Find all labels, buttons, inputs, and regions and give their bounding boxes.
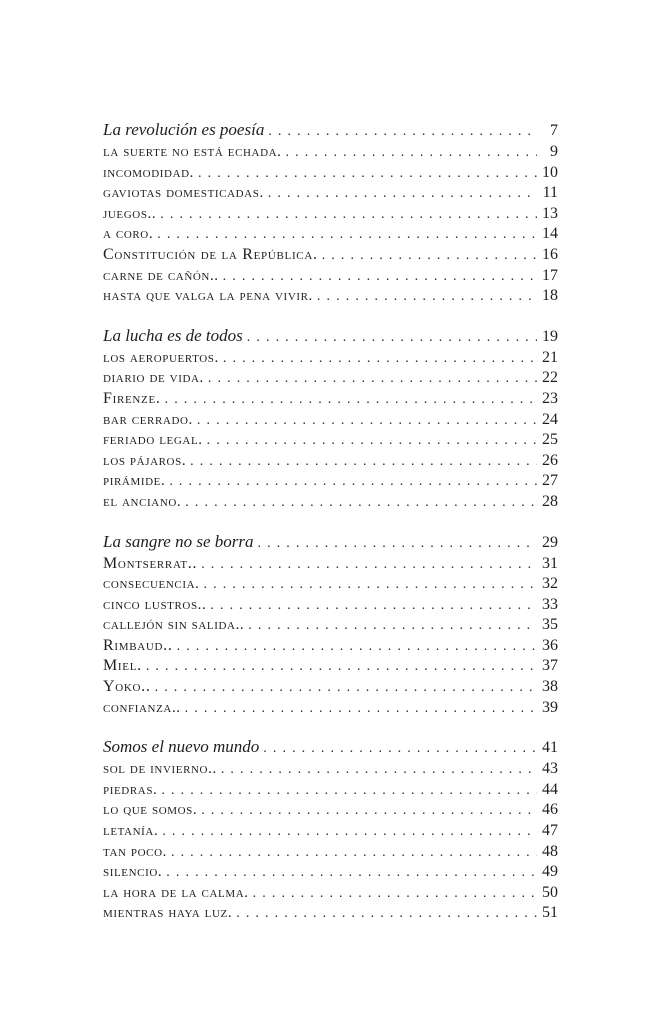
entry-title: mientras haya luz.: [103, 905, 233, 922]
toc-entry: [103, 656, 558, 677]
table-of-contents: [103, 117, 558, 924]
entry-title: cinco lustros..: [103, 596, 207, 613]
dot-leader: [171, 843, 537, 863]
toc-entry: [103, 862, 558, 883]
toc-entry: [103, 471, 558, 492]
toc-entry: [103, 636, 558, 657]
entry-title: bar cerrado.: [103, 411, 193, 428]
toc-entry: [103, 410, 558, 431]
entry-title: letanía.: [103, 823, 159, 840]
page-number: 41: [542, 739, 558, 757]
toc-entry: [103, 842, 558, 863]
toc-entry: [103, 245, 558, 266]
entry-title: silencio.: [103, 864, 163, 881]
toc-entry: [103, 266, 558, 287]
page-number: 44: [542, 780, 558, 798]
page-number: 14: [542, 225, 558, 243]
page-number: 46: [542, 801, 558, 819]
dot-leader: [210, 596, 537, 616]
dot-leader: [157, 225, 537, 245]
dot-leader: [258, 531, 538, 554]
toc-entry: [103, 677, 558, 698]
dot-leader: [223, 267, 537, 287]
entry-title: consecuencia.: [103, 576, 200, 593]
entry-title: tan poco.: [103, 843, 167, 860]
entry-title: Yoko..: [103, 678, 151, 696]
toc-entry: [103, 348, 558, 369]
dot-leader: [185, 699, 537, 719]
page-number: 27: [542, 472, 558, 490]
page-number: 19: [542, 327, 558, 345]
page-number: 36: [542, 636, 558, 654]
page-number: 7: [550, 122, 558, 139]
page-number: 9: [550, 143, 558, 160]
toc-section: [103, 734, 558, 924]
toc-entry: [103, 780, 558, 801]
page-number: 43: [542, 760, 558, 778]
toc-entry: [103, 492, 558, 513]
dot-leader: [317, 287, 537, 307]
entry-title: Rimbaud..: [103, 636, 173, 654]
entry-title: incomodidad.: [103, 164, 195, 181]
entry-title: Miel.: [103, 657, 142, 675]
dot-leader: [166, 863, 537, 883]
toc-section-heading: [103, 117, 558, 142]
dot-leader: [204, 575, 538, 595]
page-number: 25: [542, 431, 558, 449]
entry-title: los pájaros.: [103, 452, 187, 469]
page-number: 22: [542, 369, 558, 387]
dot-leader: [236, 904, 537, 924]
entry-title: pirámide.: [103, 473, 166, 490]
page-number: 10: [542, 163, 558, 181]
page-number: 16: [542, 245, 558, 263]
toc-entry: [103, 554, 558, 575]
dot-leader: [198, 164, 537, 184]
page-number: 33: [542, 595, 558, 613]
dot-leader: [286, 143, 537, 163]
page-number: 31: [542, 554, 558, 572]
toc-entry: [103, 615, 558, 636]
entry-title: piedras.: [103, 781, 158, 798]
page-number: 48: [542, 842, 558, 860]
entry-title: a coro.: [103, 226, 154, 243]
toc-entry: [103, 883, 558, 904]
toc-entry: [103, 698, 558, 719]
entry-title: callejón sin salida..: [103, 617, 245, 634]
toc-entry: [103, 224, 558, 245]
entry-title: feriado legal.: [103, 432, 203, 449]
entry-title: la hora de la calma.: [103, 884, 249, 901]
entry-title: lo que somos.: [103, 802, 198, 819]
entry-title: hasta que valga la pena vivir.: [103, 288, 313, 305]
page-number: 38: [542, 678, 558, 696]
toc-entry: [103, 821, 558, 842]
entry-title: gaviotas domesticadas.: [103, 185, 264, 202]
page-number: 26: [542, 451, 558, 469]
dot-leader: [263, 736, 537, 759]
page-number: 39: [542, 698, 558, 716]
dot-leader: [155, 678, 537, 698]
page-number: 24: [542, 410, 558, 428]
toc-section-heading: [103, 323, 558, 348]
toc-section-heading: [103, 734, 558, 759]
page-number: 28: [542, 492, 558, 510]
toc-entry: [103, 903, 558, 924]
toc-entry: [103, 142, 558, 163]
dot-leader: [322, 246, 537, 266]
entry-title: los aeropuertos.: [103, 349, 219, 366]
toc-entry: [103, 163, 558, 184]
section-title: La revolución es poesía: [103, 120, 265, 139]
entry-title: sol de invierno..: [103, 761, 217, 778]
dot-leader: [160, 205, 537, 225]
entry-title: Firenze.: [103, 389, 161, 407]
dot-leader: [165, 390, 537, 410]
page-number: 11: [542, 184, 558, 202]
dot-leader: [268, 119, 537, 142]
dot-leader: [221, 760, 537, 780]
dot-leader: [190, 452, 537, 472]
page-number: 17: [542, 266, 558, 284]
dot-leader: [197, 411, 537, 431]
page-number: 21: [542, 348, 558, 366]
entry-title: diario de vida.: [103, 370, 204, 387]
page-number: 23: [542, 389, 558, 407]
section-title: La sangre no se borra: [103, 531, 254, 551]
dot-leader: [185, 493, 537, 513]
dot-leader: [207, 431, 537, 451]
page-number: 49: [542, 863, 558, 881]
toc-entry: [103, 204, 558, 225]
toc-section: [103, 529, 558, 719]
page-number: 47: [542, 822, 558, 840]
dot-leader: [201, 801, 537, 821]
toc-entry: [103, 430, 558, 451]
page-number: 35: [542, 616, 558, 634]
dot-leader: [161, 781, 537, 801]
entry-title: juegos..: [103, 205, 157, 222]
dot-leader: [201, 555, 537, 575]
toc-entry: [103, 759, 558, 780]
toc-entry: [103, 389, 558, 410]
dot-leader: [169, 472, 537, 492]
dot-leader: [146, 657, 537, 677]
toc-entry: [103, 595, 558, 616]
toc-entry: [103, 451, 558, 472]
dot-leader: [253, 884, 537, 904]
page-number: 32: [542, 575, 558, 593]
entry-title: confianza..: [103, 699, 181, 716]
dot-leader: [247, 325, 537, 348]
toc-entry: [103, 368, 558, 389]
dot-leader: [248, 616, 537, 636]
entry-title: Constitución de la República.: [103, 245, 318, 263]
toc-entry: [103, 800, 558, 821]
toc-section: [103, 323, 558, 513]
entry-title: carne de cañón..: [103, 267, 219, 284]
page-number: 13: [542, 204, 558, 222]
entry-title: el anciano.: [103, 493, 182, 510]
toc-entry: [103, 183, 558, 204]
dot-leader: [177, 637, 537, 657]
page-number: 18: [542, 287, 558, 305]
page-number: 50: [542, 883, 558, 901]
toc-entry: [103, 574, 558, 595]
toc-section: [103, 117, 558, 307]
dot-leader: [208, 369, 537, 389]
page-number: 37: [542, 657, 558, 675]
toc-section-heading: [103, 529, 558, 554]
entry-title: Montserrat..: [103, 554, 198, 572]
entry-title: la suerte no está echada.: [103, 144, 282, 160]
dot-leader: [223, 349, 537, 369]
page-number: 51: [542, 904, 558, 922]
toc-entry: [103, 286, 558, 307]
section-title: La lucha es de todos: [103, 325, 243, 345]
dot-leader: [268, 184, 537, 204]
page-number: 29: [542, 533, 558, 551]
dot-leader: [162, 822, 537, 842]
section-title: Somos el nuevo mundo: [103, 737, 260, 757]
